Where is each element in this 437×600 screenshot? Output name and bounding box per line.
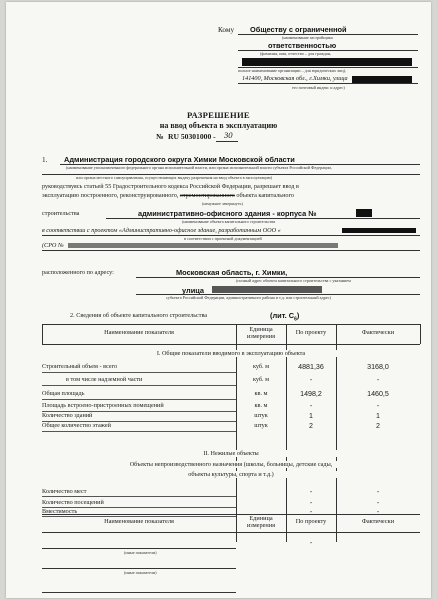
row2-name: Количество мест (42, 488, 87, 495)
row-actual-value: 3168,0 (367, 363, 389, 371)
redacted-company (342, 228, 416, 233)
addressee-hint-3: полное наименование организации – для юридических лиц), (238, 68, 347, 73)
section2-heading: 2. Сведения об объекте капитального строительства (70, 312, 208, 319)
bottom-col-header-unit: Единица измерения (246, 515, 276, 530)
col-header-actual: Фактически (361, 329, 395, 336)
row-actual-value: 2 (376, 422, 380, 430)
table-col-border-4 (420, 324, 421, 344)
row-underline (42, 385, 236, 386)
redacted-street (352, 76, 412, 83)
doc-title: РАЗРЕШЕНИЕ (187, 110, 250, 120)
addressee-hint-4: его почтовый индекс и адрес) (292, 85, 345, 90)
col-header-name: Наименование показателя (104, 329, 174, 336)
group2-desc-1: Объекты непроизводственного назначения (школы, больницы, детские сады, (42, 461, 420, 468)
guided-text: руководствуясь статьей 55 Градостроительного кодекса Российской Федерации, разрешает ввод в (42, 183, 299, 190)
permit-number-underline (216, 141, 238, 142)
other-indicator-line-1 (42, 548, 236, 549)
addressee-line2: ответственностью (268, 41, 337, 50)
street-hint: субъекта Российской Федерации, административного района и т.д. или строительный адрес) (166, 295, 331, 300)
row2-actual-value: - (376, 508, 380, 516)
row2-name: Вместимость (42, 508, 78, 515)
row-underline (42, 431, 236, 432)
authority-hint-2: или органа местного самоуправления, осуществляющих выдачу разрешения на ввод объекта в эксплуатацию) (76, 175, 273, 180)
row-underline (42, 399, 236, 400)
address-value: Московская область, г. Химки, (176, 268, 288, 277)
row-name: в том числе надземной части (66, 376, 143, 383)
street-label: улица (182, 286, 204, 295)
row-unit: куб. м (252, 363, 270, 370)
addressee-hint-1: (наименование застройщика (282, 35, 333, 40)
row-name: Строительный объем - всего (42, 363, 118, 370)
table-header-bottom (42, 344, 420, 345)
permit-number-label: № (156, 132, 164, 141)
section1-number: 1. (42, 156, 48, 164)
cpo-text: (СРО № (42, 242, 64, 249)
object-name: административно-офисного здания - корпуса № (138, 209, 317, 218)
bottom-col-header-name: Наименование показателя (104, 518, 174, 525)
group2-desc-2: объекты культуры, спорта и т.д.) (42, 471, 420, 478)
redacted-building-number (356, 209, 372, 217)
row-project-value: - (309, 376, 313, 384)
row-underline (42, 372, 236, 373)
permit-number-handwritten: 30 (224, 130, 233, 140)
addressee-address: 141400, Московская обл., г.Химки, улица (242, 75, 348, 82)
project-text: в соответствии с проектом «Административно-офисное здание, разработанным ООО « (42, 227, 281, 234)
bottom-col-header-actual: Фактически (361, 518, 395, 525)
redacted-cpo (68, 243, 338, 248)
redacted-street-address (212, 286, 322, 293)
row-unit: штук (254, 412, 268, 419)
row-unit: куб. м (252, 376, 270, 383)
row2-actual-value: - (376, 499, 380, 507)
row-name: Общее количество этажей (42, 422, 111, 429)
row-project-value: 1498,2 (300, 390, 322, 398)
to-label: Кому (218, 26, 235, 34)
col-header-unit: Единица измерения (246, 326, 276, 341)
table-top-border (42, 324, 420, 325)
row2-project-value: - (309, 499, 313, 507)
other-indicator-hint-2: (иные показатели) (124, 570, 157, 575)
row-actual-value: - (376, 402, 380, 410)
cpo-underline (42, 250, 420, 251)
unnecessary-hint: (ненужное зачеркнуть) (202, 201, 243, 206)
col-header-project: По проекту (295, 329, 327, 336)
addressee-hint-2: (фамилия, имя, отчество – для граждан, (260, 51, 332, 56)
other-indicator-line-3 (42, 592, 236, 593)
group1-heading: I. Общие показатели вводимого в эксплуатацию объекта (42, 350, 420, 357)
authority-hint: (наименование уполномоченного федерального органа исполнительной власти, или органа исполнительной власти субъекта Российской Федерации, (66, 165, 332, 170)
row-unit: кв. м (254, 402, 268, 409)
construction-label: строительства (42, 210, 80, 217)
row-actual-value: 1460,5 (367, 390, 389, 398)
bottom-col-header-project: По проекту (295, 518, 327, 525)
other-indicator-hint-1: (иные показатели) (124, 550, 157, 555)
bottom-table-header-bottom (42, 532, 420, 533)
row-project-value: 2 (309, 422, 313, 430)
row-actual-value: - (376, 376, 380, 384)
other-indicator-dash: - (309, 539, 313, 547)
row-name: Площадь встроено-пристроенных помещений (42, 402, 164, 409)
row2-name: Количество посещений (42, 499, 104, 506)
lit-label: (лит. $С_6$) (270, 311, 300, 323)
document-page (6, 2, 431, 598)
row-project-value: - (309, 402, 313, 410)
object-hint: (наименование объекта капитального строительства (182, 219, 276, 224)
row2-project-value: - (309, 508, 313, 516)
row-name: Общая площадь (42, 390, 85, 397)
row-name: Количество зданий (42, 412, 93, 419)
row-project-value: 1 (309, 412, 313, 420)
row-unit: кв. м (254, 390, 268, 397)
doc-subtitle: на ввод объекта в эксплуатацию (159, 121, 278, 130)
other-indicator-line-2 (42, 568, 236, 569)
issuing-authority: Администрация городского округа Химки Московской области (64, 155, 295, 164)
row2-underline (42, 516, 236, 517)
addressee-underline-4 (238, 83, 418, 84)
row-project-value: 4881,36 (298, 363, 324, 371)
project-hint: в соответствии с проектной документацией (184, 236, 262, 241)
row2-project-value: - (309, 488, 313, 496)
redacted-name (242, 58, 412, 66)
group2-heading: II. Нежилые объекты (42, 450, 420, 457)
permit-number: RU 50301000 - (168, 132, 216, 141)
row2-underline (42, 496, 236, 497)
operation-text: эксплуатацию построенного, реконструированного, отремонтированного объекта капитального (42, 192, 294, 199)
row-unit: штук (254, 422, 268, 429)
address-hint: (полный адрес объекта капитального строительства с указанием (236, 278, 351, 283)
row2-actual-value: - (376, 488, 380, 496)
row-actual-value: 1 (376, 412, 380, 420)
address-label: расположенного по адресу: (42, 269, 114, 276)
addressee-line1: Обществу с ограниченной (250, 25, 347, 34)
